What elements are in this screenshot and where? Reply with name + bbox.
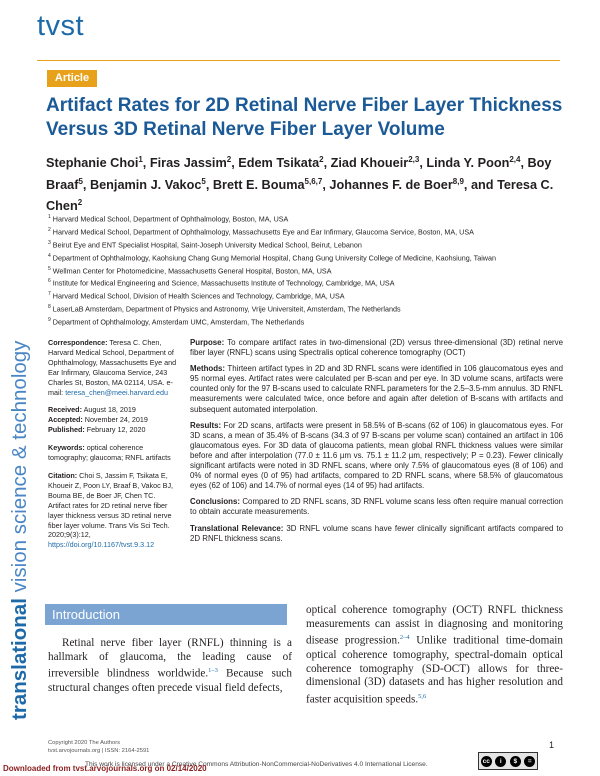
author-name: Brett E. Bouma xyxy=(212,177,305,192)
relevance-text: 3D RNFL volume scans have fewer clinically significant artifacts compared to 2D RNFL thickness scans. xyxy=(190,523,563,543)
affiliation-item xyxy=(48,251,568,264)
affiliation-number: 6 xyxy=(48,278,51,285)
download-note: Downloaded from tvst.arvojournals.org on 02/14/2020 xyxy=(3,764,207,773)
affiliation-text: Institute for Medical Engineering and Science, Massachusetts Institute of Technology, Cambridge, MA, USA xyxy=(52,278,395,288)
affiliation-item xyxy=(48,315,568,328)
intro-text-2a: optical coherence tomography (OCT) RNFL thickness measurements can assist in diagnosing and monitoring disease progression. xyxy=(306,604,563,648)
affiliation-item xyxy=(48,238,568,251)
author-name: Benjamin J. Vakoc xyxy=(89,177,202,192)
author-affiliation-ref: 2 xyxy=(319,155,324,164)
journal-logo: tvst xyxy=(37,10,85,42)
received-date: August 18, 2019 xyxy=(81,405,136,415)
abstract-relevance xyxy=(190,524,563,544)
nc-icon: $ xyxy=(510,756,521,767)
affiliation-text: LaserLaB Amsterdam, Department of Physics and Astronomy, Vrije Universiteit, Amsterdam, The Netherlands xyxy=(52,304,401,314)
affiliation-number: 2 xyxy=(48,226,51,233)
affiliation-number: 1 xyxy=(48,214,51,220)
affiliation-text: Beirut Eye and ENT Specialist Hospital, Saint-Joseph University Medical School, Beirut, Lebanon xyxy=(52,240,362,250)
conclusions-heading: Conclusions: xyxy=(190,497,240,507)
doi-link[interactable]: https://doi.org/10.1167/tvst.9.3.12 xyxy=(48,540,155,550)
published-date: February 12, 2020 xyxy=(84,425,146,435)
author-name: Ziad Khoueir xyxy=(330,156,409,171)
keywords-label: Keywords: xyxy=(48,443,85,453)
keywords-block xyxy=(48,443,178,463)
reference-link[interactable]: 1–3 xyxy=(208,667,218,675)
abstract-purpose xyxy=(190,338,563,358)
intro-text-1b: Because such structural changes often precede visual field defects, xyxy=(48,668,292,694)
relevance-heading: Translational Relevance: xyxy=(190,523,284,533)
results-heading: Results: xyxy=(190,420,222,430)
intro-text-1a: Retinal nerve fiber layer (RNFL) thinning is a hallmark of glaucoma, the leading cause of irreversible blindness worldwide. xyxy=(48,637,292,681)
affiliation-item xyxy=(48,276,568,289)
header-divider xyxy=(37,60,560,61)
affiliation-text: Harvard Medical School, Department of Ophthalmology, Boston, MA, USA xyxy=(52,214,289,224)
affiliation-number: 5 xyxy=(48,265,51,272)
author-affiliation-ref: 2,3 xyxy=(408,155,420,164)
published-label: Published: xyxy=(48,425,85,435)
article-info-column xyxy=(48,338,178,558)
methods-heading: Methods: xyxy=(190,364,226,374)
author-name: Stephanie Choi xyxy=(46,156,139,171)
correspondence-block xyxy=(48,338,178,397)
email-link[interactable]: teresa_chen@meei.harvard.edu xyxy=(65,387,168,397)
affiliation-text: Harvard Medical School, Division of Health Sciences and Technology, Cambridge, MA, USA xyxy=(52,291,345,301)
cc-license-badge[interactable] xyxy=(478,752,538,770)
nd-icon: = xyxy=(524,756,535,767)
author-affiliation-ref: 5 xyxy=(78,176,83,186)
author-name: Linda Y. Poon xyxy=(426,156,510,171)
affiliation-text: Department of Ophthalmology, Kaohsiung Chang Gung Memorial Hospital, Chang Gung University College of Medicine, Kaohsiung, Taiwan xyxy=(52,253,496,263)
affiliation-item xyxy=(48,225,568,238)
author-affiliation-ref: 5 xyxy=(201,176,206,186)
reference-link[interactable]: 2–4 xyxy=(399,634,410,642)
affiliation-number: 7 xyxy=(48,291,51,298)
journal-side-title xyxy=(8,341,32,720)
accepted-label: Accepted: xyxy=(48,415,83,425)
license-text[interactable]: This work is licensed under a Creative Commons Attribution-NonCommercial-NoDerivatives 4.0 International License. xyxy=(85,761,428,768)
affiliation-text: Department of Ophthalmology, Amsterdam UMC, Amsterdam, The Netherlands xyxy=(52,317,305,327)
citation-text: Choi S, Jassim F, Tsikata E, Khoueir Z, Poon LY, Braaf B, Vakoc BJ, Bouma BE, de Boer JF, Chen TC. Artifact rates for 2D retinal nerve fiber layer thickness versus 3D retinal nerve fiber layer volume. Trans Vis Sci Tech. 2020;9(3):12, xyxy=(48,470,174,540)
purpose-text: To compare artifact rates in two-dimensional (2D) versus three-dimensional (3D) retinal nerve fiber layer (RNFL) scans using Spectralis optical coherence tomography (OCT) xyxy=(190,338,563,358)
copyright-text: Copyright 2020 The Authors xyxy=(48,740,121,746)
abstract-methods xyxy=(190,364,563,414)
affiliation-item xyxy=(48,302,568,315)
abstract xyxy=(190,338,563,550)
affiliation-list xyxy=(48,212,568,328)
affiliation-number: 3 xyxy=(48,239,51,246)
by-icon: i xyxy=(495,756,506,767)
author-name: Johannes F. de Boer xyxy=(329,177,453,192)
introduction-heading: Introduction xyxy=(45,604,287,625)
intro-text-2b: Unlike traditional time-domain optical coherence tomography, spectral-domain optical coherence tomography (SD-OCT) allows for three-dimensional (3D) datasets and has higher resolution and faster acquisition speeds. xyxy=(306,635,563,706)
abstract-conclusions xyxy=(190,497,563,517)
affiliation-item xyxy=(48,289,568,302)
methods-text: Thirteen artifact types in 2D and 3D RNFL scans were identified in 106 glaucomatous eyes and 95 normal eyes. Artifact rates were calculated per B-scan and per eye. In 3D volume scans, artifacts were counted only for the 97 B-scans used to calculate RNFL parameters for the 2.5–3.5-mm annulus. 3D RNFL measurements were calculated twice, once before and again after deletion of B-scans with artifacts and subsequent automated interpolation. xyxy=(190,364,563,414)
article-type-badge: Article xyxy=(47,70,97,87)
citation-label: Citation: xyxy=(48,470,78,480)
author-affiliation-ref: 2 xyxy=(226,155,232,164)
author-affiliation-ref: 5,6,7 xyxy=(304,176,323,186)
author-name: Firas Jassim xyxy=(149,156,227,171)
page-number: 1 xyxy=(549,740,555,750)
affiliation-text: Wellman Center for Photomedicine, Massachusetts General Hospital, Boston, MA, USA xyxy=(52,265,332,275)
journal-site-text: tvst.arvojournals.org | ISSN: 2164-2591 xyxy=(48,747,150,754)
author-list: Stephanie Choi$^1$, Firas Jassim$^2$, Edem Tsikata$^2$, Ziad Khoueir$^{2,3}$, Linda Y. Poon$^{2,4}$, Boy Braaf$^5$, Benjamin J. Vakoc$^5$, Brett E. Bouma$^{5,6,7}$, Johannes F. de Boer$^{8,9}$, and Teresa C. Chen$^2$ xyxy=(46,155,554,214)
reference-link[interactable]: 5,6 xyxy=(418,692,427,700)
affiliation-number: 4 xyxy=(48,252,51,259)
author-affiliation-ref: 8,9 xyxy=(452,176,464,186)
author-affiliation-ref: 2 xyxy=(77,198,83,208)
side-title-bold: translational xyxy=(8,598,31,720)
intro-paragraph-2 xyxy=(306,604,563,707)
article-title: Artifact Rates for 2D Retinal Nerve Fiber Layer Thickness Versus 3D Retinal Nerve Fiber Layer Volume xyxy=(46,95,563,140)
purpose-heading: Purpose: xyxy=(190,338,225,347)
author-affiliation-ref: 1 xyxy=(138,155,143,164)
conclusions-text: Compared to 2D RNFL scans, 3D RNFL volume scans less often require manual correction to obtain accurate measurements. xyxy=(190,497,563,517)
creative-commons-icon: cc xyxy=(482,757,490,765)
affiliation-text: Harvard Medical School, Department of Ophthalmology, Massachusetts Eye and Ear Infirmary, Glaucoma Service, Boston, MA, USA xyxy=(52,227,474,237)
side-title-rest: vision science & technology xyxy=(8,340,31,599)
received-label: Received: xyxy=(48,405,82,415)
abstract-results xyxy=(190,421,563,492)
keywords-text: optical coherence tomography; glaucoma; RNFL artifacts xyxy=(48,443,171,463)
accepted-date: November 24, 2019 xyxy=(82,415,148,425)
affiliation-number: 8 xyxy=(48,304,51,311)
intro-paragraph-1 xyxy=(48,637,292,696)
affiliation-number: 9 xyxy=(48,317,51,324)
footer-info xyxy=(48,740,149,755)
author-name: Teresa C. Chen xyxy=(46,177,554,214)
author-name: Edem Tsikata xyxy=(238,156,320,171)
affiliation-item xyxy=(48,264,568,277)
citation-block xyxy=(48,471,178,550)
correspondence-text: Teresa C. Chen, Harvard Medical School, Department of Ophthalmology, Massachusetts Eye and Ear Infirmary, Glaucoma Service, 243 Charles St, Boston, MA 02114, USA. e-mail: xyxy=(48,338,177,397)
correspondence-label: Correspondence: xyxy=(48,338,108,347)
affiliation-item xyxy=(48,212,568,225)
dates-block xyxy=(48,405,178,435)
author-name: Boy Braaf xyxy=(46,156,552,192)
author-affiliation-ref: 2,4 xyxy=(509,155,521,164)
results-text: For 2D scans, artifacts were present in 58.5% of B-scans (62 of 106) in glaucomatous eyes. For 3D scans, a mean of 35.4% of B-scans (34.3 of 97 B-scans per volume scan) contained an artifact in 106 glaucomatous eyes. For 3D data of glaucoma patients, mean global RNFL thickness values were similar before and after interpolation (77.0 ± 11.6 µm vs. 75.1 ± 11.2 µm, respectively; P = 0.23). Fewer clinically significant artifacts were noted in 3D RNFL scans, where only 7.5% of glaucomatous eyes (8 of 106) and 0% of normal eyes (0 of 95) had artifacts, compared to 2D RNFL scans, where 58.5% of glaucomatous eyes (62 of 106) and 14.7% of normal eyes (14 of 95) had artifacts. xyxy=(190,420,563,491)
